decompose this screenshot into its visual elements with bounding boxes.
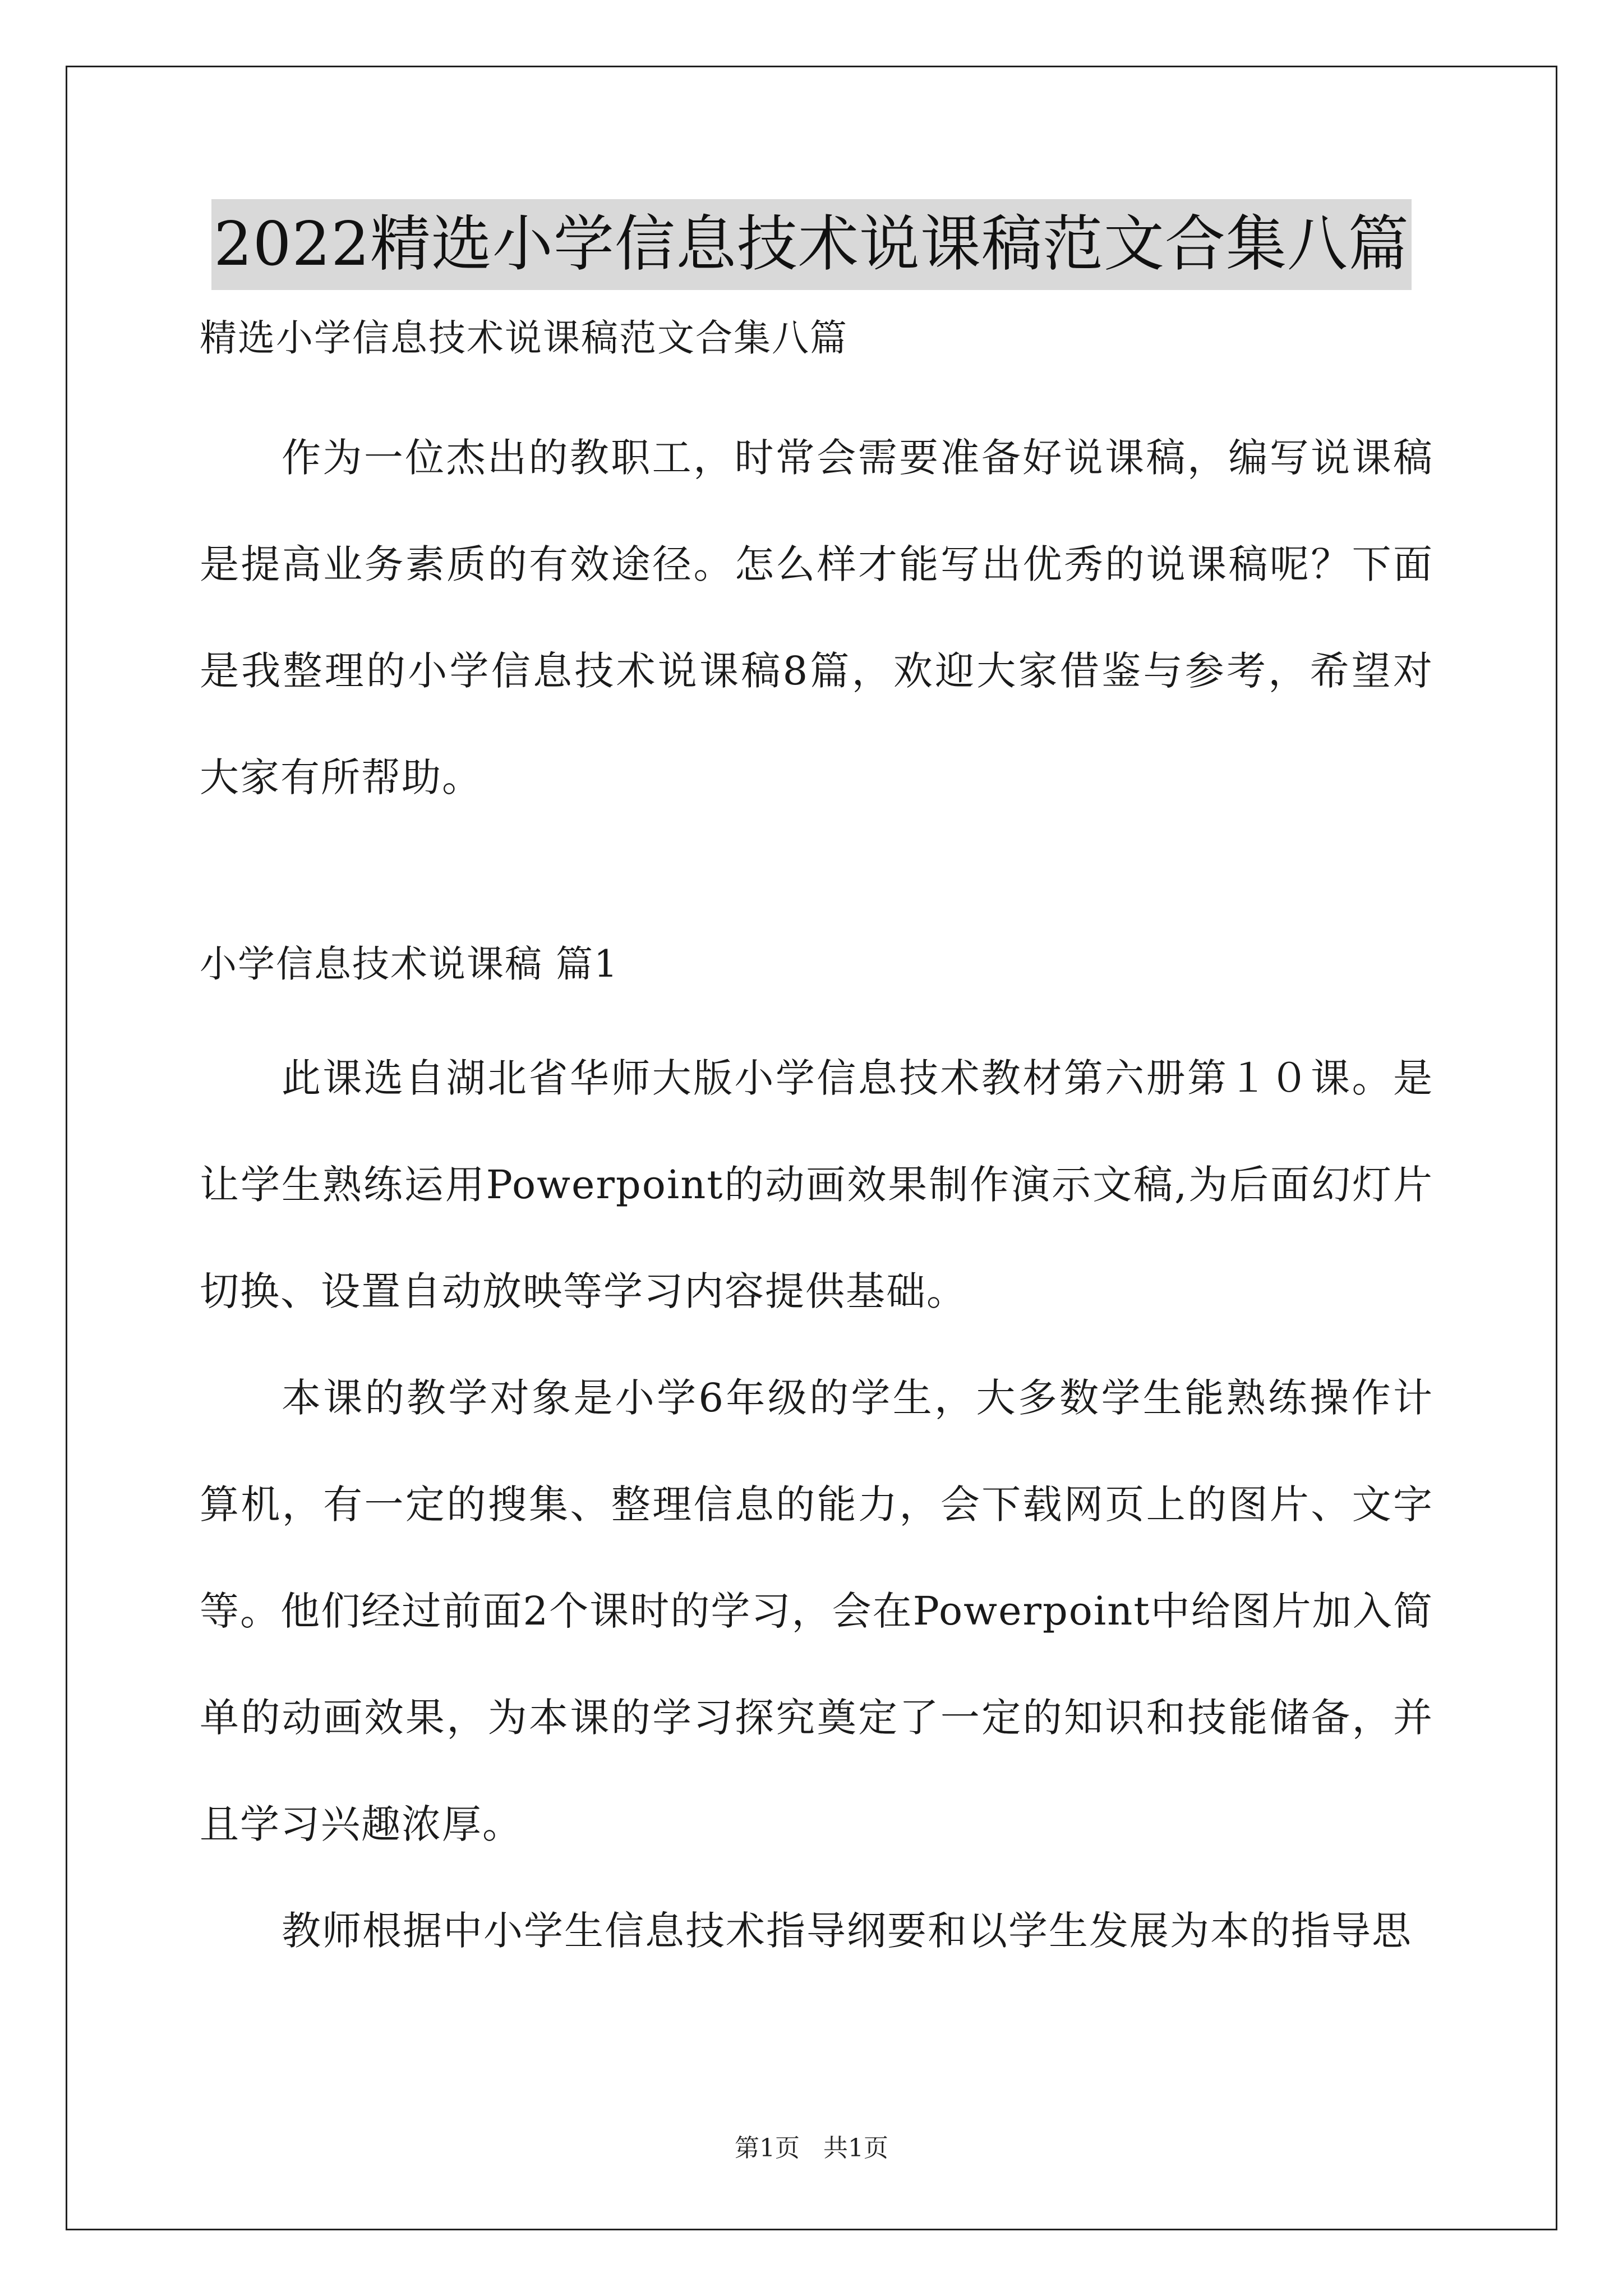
document-body <box>200 311 1433 1984</box>
spacer <box>200 365 1433 404</box>
document-subtitle: 精选小学信息技术说课稿范文合集八篇 <box>200 316 848 360</box>
title-container <box>0 199 1623 290</box>
document-title: 2022精选小学信息技术说课稿范文合集八篇 <box>211 199 1412 290</box>
intro-paragraph: 作为一位杰出的教职工，时常会需要准备好说课稿，编写说课稿是提高业务素质的有效途径。怎么样才能写出优秀的说课稿呢？下面是我整理的小学信息技术说课稿8篇，欢迎大家借鉴与参考，希望对大家有所帮助。 <box>200 435 1433 800</box>
body-paragraph-1: 此课选自湖北省华师大版小学信息技术教材第六册第１０课。是让学生熟练运用Powerpoint的动画效果制作演示文稿,为后面幻灯片切换、设置自动放映等学习内容提供基础。 <box>200 1055 1433 1314</box>
section-heading: 小学信息技术说课稿 篇1 <box>200 942 619 986</box>
body-paragraph-3: 教师根据中小学生信息技术指导纲要和以学生发展为本的指导思 <box>282 1908 1412 1954</box>
body-paragraph-2: 本课的教学对象是小学6年级的学生，大多数学生能熟练操作计算机，有一定的搜集、整理信息的能力，会下载网页上的图片、文字等。他们经过前面2个课时的学习，会在Powerpoint中给图片加入简单的动画效果，为本课的学习探究奠定了一定的知识和技能储备，并且学习兴趣浓厚。 <box>200 1375 1433 1847</box>
section-spacer <box>200 831 1433 937</box>
page-footer <box>0 2132 1623 2165</box>
page-number-current: 第1页 <box>735 2134 800 2162</box>
page-number-total: 共1页 <box>823 2134 888 2162</box>
